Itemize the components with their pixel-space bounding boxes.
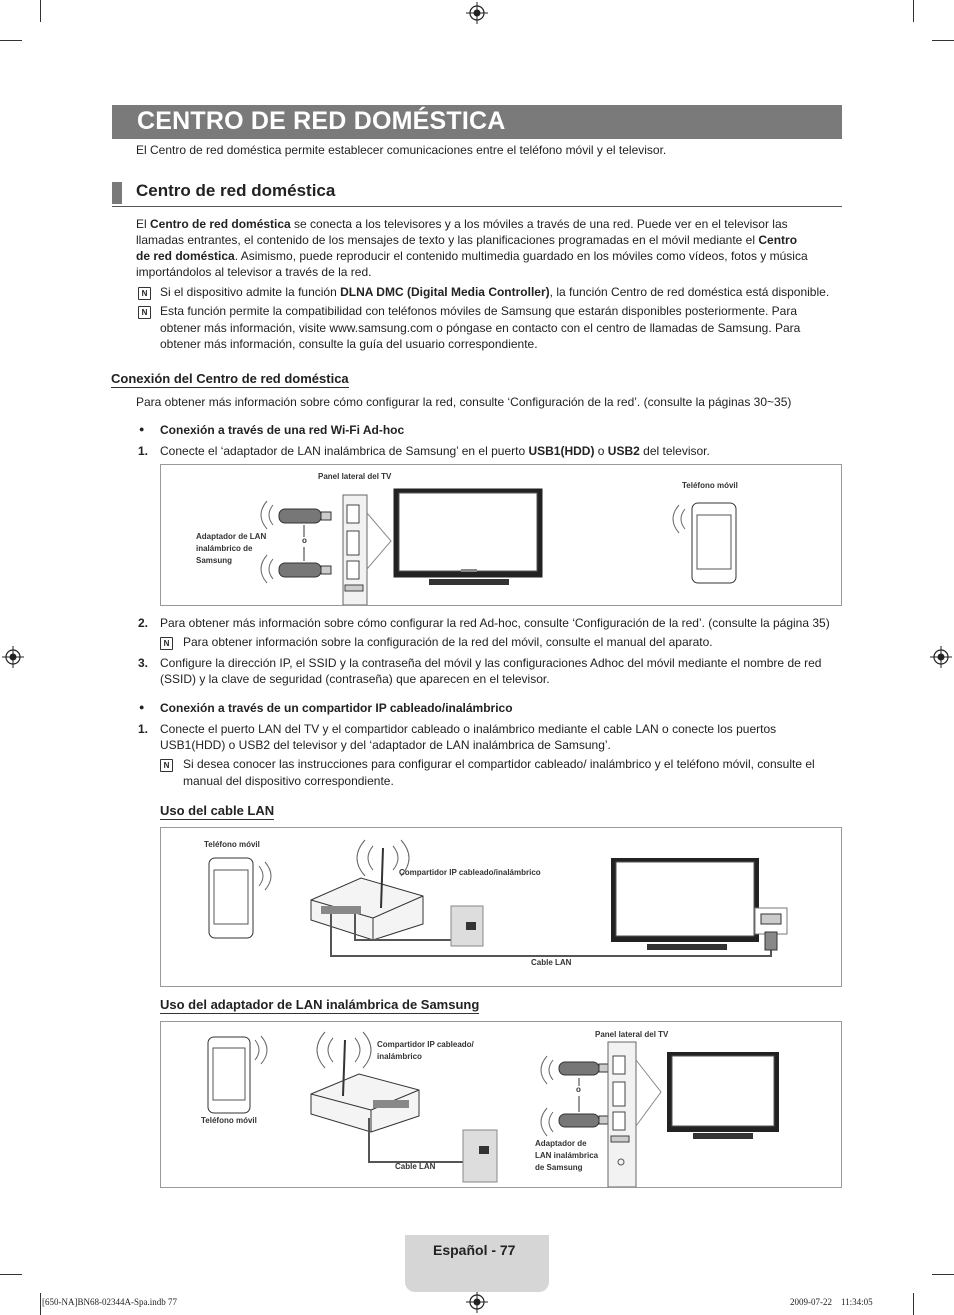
text: o (594, 444, 608, 458)
step-2-adhoc: Para obtener más información sobre cómo configurar la red Ad-hoc, consulte ‘Configuración de la red’. (consulte la página 35) (160, 616, 830, 630)
text-bold: USB1(HDD) (528, 444, 595, 458)
section-header (112, 180, 842, 207)
text: obtener más información, visite www.samsung.com o póngase en contacto con el centro de llamadas de Samsung. Para (160, 320, 801, 335)
phone-label: Teléfono móvil (204, 840, 260, 849)
adapter-label (196, 531, 266, 567)
conn-subheading: Conexión del Centro de red doméstica (111, 371, 349, 386)
text: Esta función permite la compatibilidad con teléfonos móviles de Samsung que estarán disponibles posteriormente. Para (160, 304, 798, 318)
section-paragraph (136, 216, 826, 280)
text: obtener más información, consulte la guía del usuario correspondiente. (160, 337, 538, 351)
text: USB1(HDD) o USB2 del televisor y del ‘adaptador de LAN inalámbrica de Samsung’. (160, 738, 611, 752)
note-icon: N (138, 287, 151, 300)
text: (SSID) y la clave de seguridad (contraseña) que aparecen en el televisor. (160, 672, 550, 686)
uso-adapter-heading: Uso del adaptador de LAN inalámbrica de Samsung (160, 997, 480, 1012)
cable-label: Cable LAN (531, 958, 572, 967)
text-bold: DLNA DMC (Digital Media Controller) (340, 285, 550, 299)
section-title: Centro de red doméstica (136, 181, 336, 200)
text: Adaptador de LAN (196, 532, 267, 541)
or-label: o (302, 536, 307, 545)
text: importándolos al televisor a través de la red. (136, 265, 372, 279)
registration-mark-icon (930, 646, 952, 668)
diagram-lan-cable (160, 827, 842, 987)
text-bold: de red doméstica (136, 249, 235, 263)
step-2-note: Para obtener información sobre la configuración de la red del móvil, consulte el manual del aparato. (183, 635, 713, 649)
note-icon: N (160, 637, 173, 650)
text: LAN inalámbrica (535, 1151, 599, 1160)
footer-file: [650-NA]BN68-02344A-Spa.indb 77 (42, 1297, 177, 1307)
footer-date: 2009-07-22 11:34:05 (790, 1297, 873, 1307)
text: se conecta a los televisores y a los móviles a través de una red. Puede ver en el televisor las (290, 217, 788, 231)
text: llamadas entrantes, el contenido de los mensajes de texto y las planificaciones programadas en el móvil mediante el (136, 233, 759, 247)
registration-mark-icon (466, 1291, 488, 1313)
crop-mark (0, 1274, 22, 1275)
crop-mark (932, 40, 954, 41)
text: manual del dispositivo correspondiente. (183, 773, 394, 788)
crop-mark (932, 1274, 954, 1275)
text: Conecte el puerto LAN del TV y el compartidor cableado o inalámbrico mediante el cable LAN o conecte los puertos (160, 722, 777, 736)
step-3-adhoc (160, 655, 821, 687)
note-1 (160, 284, 829, 301)
bullet-router: Conexión a través de un compartidor IP cableado/inalámbrico (160, 701, 513, 715)
step-number: 1. (138, 444, 149, 458)
note-icon: N (138, 306, 151, 319)
text-bold: USB2 (607, 444, 640, 458)
step-1-router (160, 721, 776, 753)
note-2 (160, 303, 800, 353)
or-label: o (576, 1085, 581, 1094)
diagram-lan-illustration (161, 828, 841, 986)
text: del televisor. (639, 444, 710, 458)
bullet-adhoc: Conexión a través de una red Wi-Fi Ad-hoc (160, 423, 405, 437)
crop-mark (913, 0, 914, 22)
page-number: Español - 77 (433, 1242, 516, 1258)
diagram-adhoc (160, 464, 842, 606)
note-icon: N (160, 759, 173, 772)
registration-mark-icon (2, 646, 24, 668)
text-bold: Centro (758, 233, 798, 247)
page-number-tab (405, 1235, 549, 1292)
phone-label: Teléfono móvil (201, 1116, 257, 1125)
section-marker (112, 182, 122, 204)
step-1-adhoc (160, 443, 710, 459)
panel-label: Panel lateral del TV (318, 472, 392, 481)
crop-mark (40, 0, 41, 22)
text: , la función Centro de red doméstica está disponible. (549, 285, 830, 299)
diagram-adapter-illustration (161, 1022, 841, 1187)
text: Adaptador de (535, 1139, 587, 1148)
text: de Samsung (535, 1163, 583, 1172)
text: inalámbrico de (196, 544, 253, 553)
cable-label: Cable LAN (395, 1162, 436, 1171)
text: Samsung (196, 556, 233, 565)
text-bold: Centro de red doméstica (150, 217, 291, 231)
crop-mark (0, 40, 22, 41)
phone-label: Teléfono móvil (682, 481, 738, 490)
text: Si el dispositivo admite la función (160, 285, 341, 299)
registration-mark-icon (466, 2, 488, 24)
page-title: CENTRO DE RED DOMÉSTICA (137, 107, 506, 135)
text: Compartidor IP cableado/ (377, 1040, 474, 1049)
bullet-mark: ● (139, 424, 145, 434)
router-label (377, 1039, 474, 1063)
text: Conecte el ‘adaptador de LAN inalámbrica de Samsung’ en el puerto (160, 444, 529, 458)
crop-mark (40, 1293, 41, 1315)
bullet-mark: ● (139, 702, 145, 712)
step-number: 1. (138, 722, 149, 736)
step-number: 3. (138, 656, 149, 670)
text: . Asimismo, puede reproducir el contenido multimedia guardado en los móviles como vídeos, fotos y música (234, 249, 808, 263)
uso-cable-heading: Uso del cable LAN (160, 803, 275, 818)
adapter-label (535, 1138, 598, 1174)
router-label: Compartidor IP cableado/inalámbrico (399, 868, 541, 877)
step-number: 2. (138, 616, 149, 630)
conn-intro: Para obtener más información sobre cómo configurar la red, consulte ‘Configuración de la red’. (consulte la páginas 30~35) (136, 395, 792, 409)
panel-label: Panel lateral del TV (595, 1030, 669, 1039)
text: Configure la dirección IP, el SSID y la contraseña del móvil y las configuraciones Adhoc del móvil mediante el nombre de red (160, 656, 822, 670)
crop-mark (913, 1293, 914, 1315)
text: El (136, 217, 151, 231)
text: Si desea conocer las instrucciones para configurar el compartidor cableado/ inalámbrico y el teléfono móvil, consulte el (183, 757, 815, 771)
step-1-router-note (183, 756, 815, 789)
text: inalámbrico (377, 1052, 422, 1061)
intro-text: El Centro de red doméstica permite establecer comunicaciones entre el teléfono móvil y el televisor. (136, 143, 667, 157)
page-title-bar (112, 105, 842, 139)
diagram-wireless-adapter (160, 1021, 842, 1188)
